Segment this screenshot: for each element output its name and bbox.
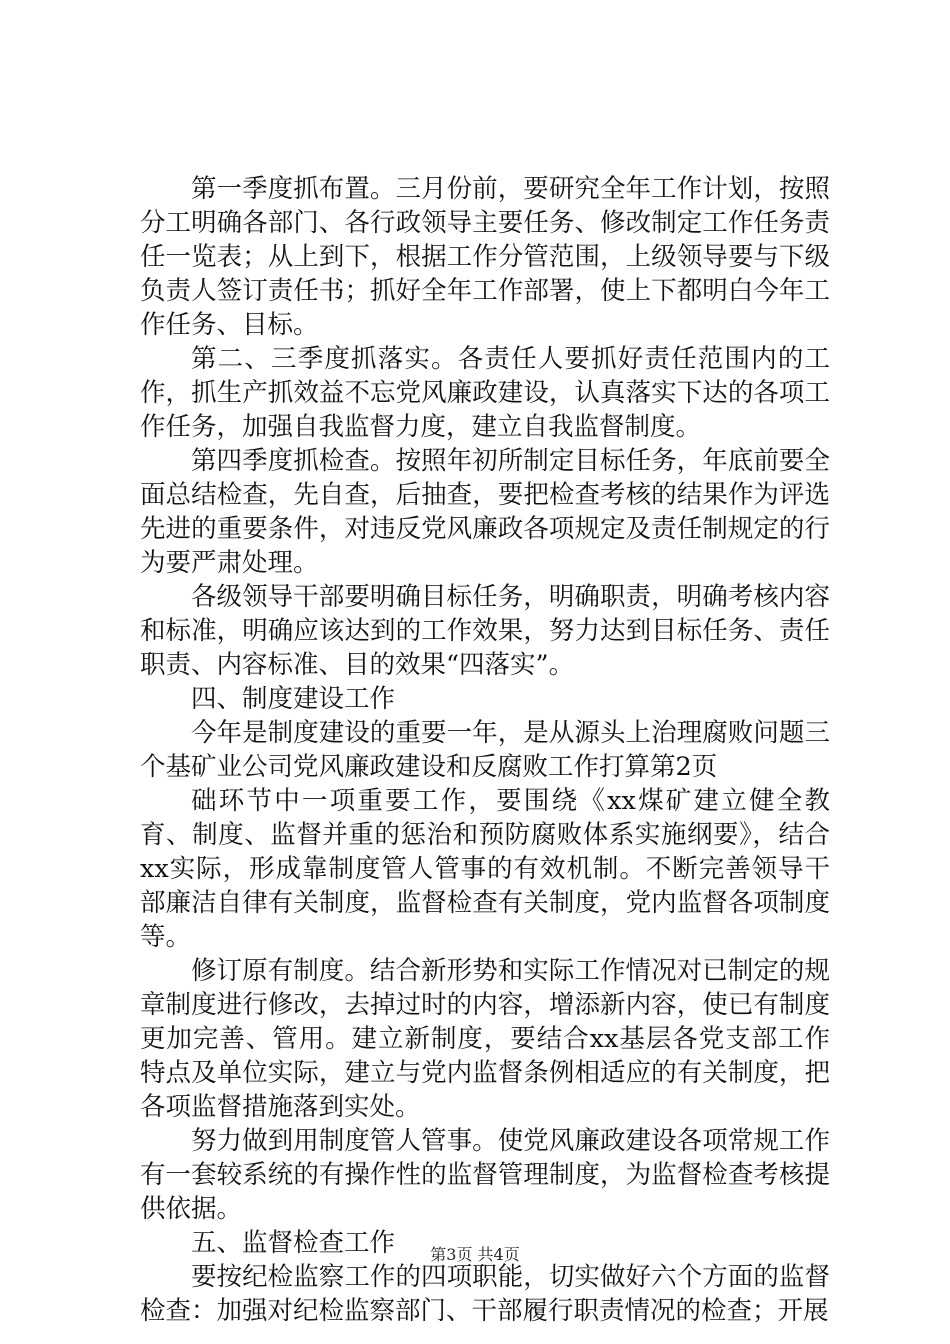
section-heading-5: 五、监督检查工作 xyxy=(191,1228,396,1258)
paragraph-q1: 第一季度抓布置。三月份前，要研究全年工作计划，按照分工明确各部门、各行政领导主要任务、修改制定工作任务责任一览表；从上到下，根据工作分管范围，上级领导要与下级负责人签订责任书；抓好全年工作部署，使上下都明白今年工作任务、目标。 xyxy=(140,174,830,340)
paragraph-system-foundation: 础环节中一项重要工作，要围绕《xx煤矿建立健全教育、制度、监督并重的惩治和预防腐败体系实施纲要》，结合xx实际，形成靠制度管人管事的有效机制。不断完善领导干部廉洁自律有关制度，监督检查有关制度，党内监督各项制度等。 xyxy=(140,786,830,952)
paragraph-leaders: 各级领导干部要明确目标任务，明确职责，明确考核内容和标准，明确应该达到的工作效果，努力达到目标任务、责任职责、内容标准、目的效果“四落实”。 xyxy=(140,582,830,680)
paragraph-revise-system: 修订原有制度。结合新形势和实际工作情况对已制定的规章制度进行修改，去掉过时的内容，增添新内容，使已有制度更加完善、管用。建立新制度，要结合xx基层各党支部工作特点及单位实际，建立与党内监督条例相适应的有关制度，把各项监督措施落到实处。 xyxy=(140,956,830,1122)
paragraph-system-year: 今年是制度建设的重要一年，是从源头上治理腐败问题三个基矿业公司党风廉政建设和反腐败工作打算第2页 xyxy=(140,718,830,782)
page-footer: 第3页 共4页 xyxy=(430,1245,520,1264)
paragraph-supervision: 要按纪检监察工作的四项职能，切实做好六个方面的监督检查：加强对纪检监察部门、干部履行职责情况的检查；开展 xyxy=(140,1262,830,1326)
paragraph-q2-q3: 第二、三季度抓落实。各责任人要抓好责任范围内的工作，抓生产抓效益不忘党风廉政建设，认真落实下达的各项工作任务，加强自我监督力度，建立自我监督制度。 xyxy=(140,344,830,442)
paragraph-q4: 第四季度抓检查。按照年初所制定目标任务，年底前要全面总结检查，先自查，后抽查，要把检查考核的结果作为评选先进的重要条件，对违反党风廉政各项规定及责任制规定的行为要严肃处理。 xyxy=(140,446,830,578)
paragraph-use-system: 努力做到用制度管人管事。使党风廉政建设各项常规工作有一套较系统的有操作性的监督管理制度，为监督检查考核提供依据。 xyxy=(140,1126,830,1224)
document-body xyxy=(140,172,830,1328)
section-heading-4: 四、制度建设工作 xyxy=(191,684,396,714)
